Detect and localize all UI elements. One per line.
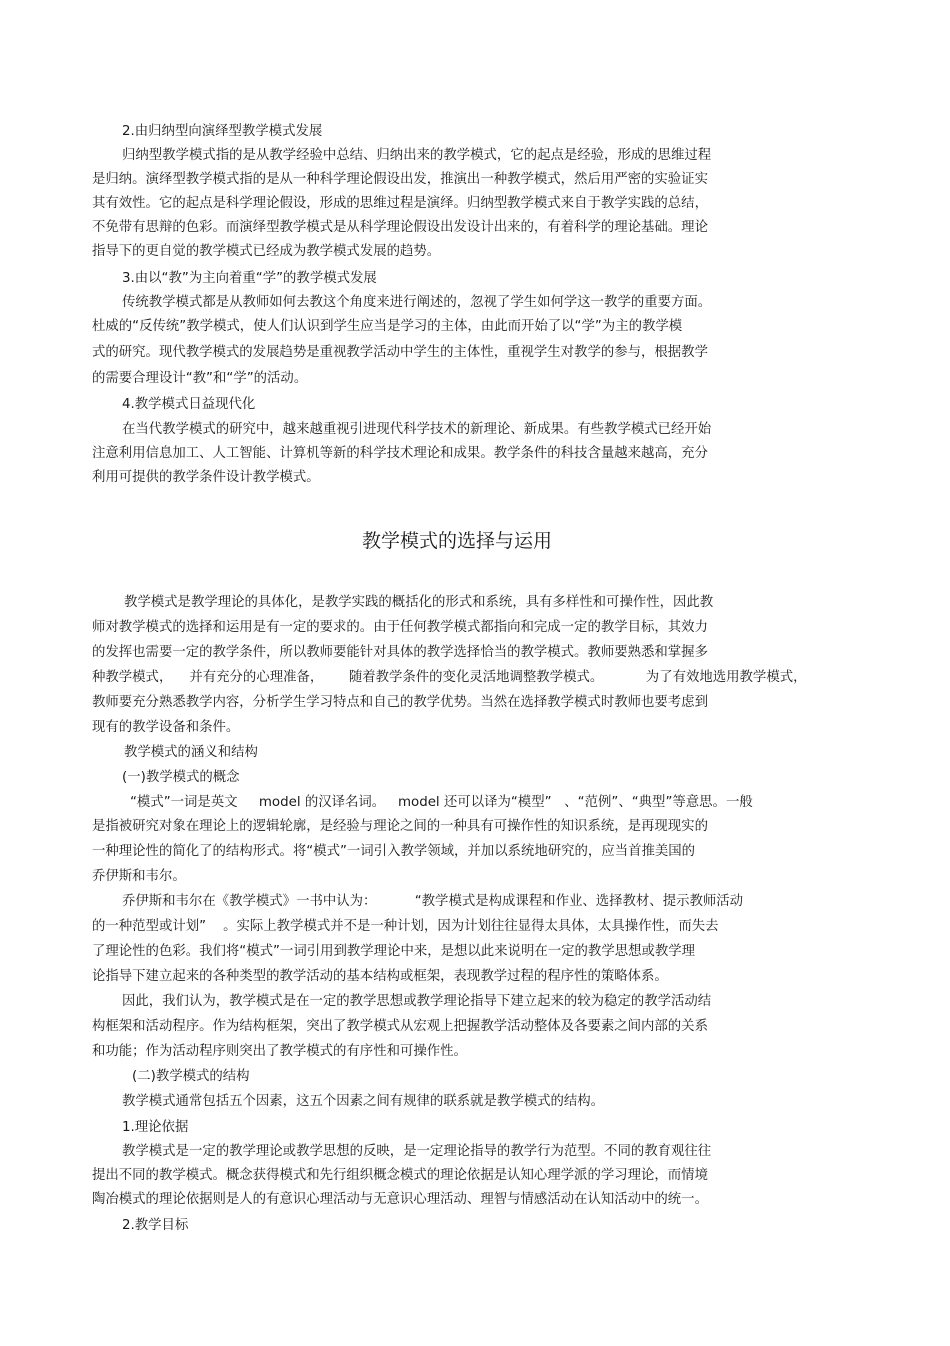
paragraph-line: 式的研究。现代教学模式的发展趋势是重视教学活动中学生的主体性，重视学生对教学的参与，根据教学	[92, 345, 708, 360]
paragraph-line: 的一种范型或计划” 。实际上教学模式并不是一种计划，因为计划往往显得太具体，太具操作性，而失去	[92, 919, 719, 934]
paragraph-line: 因此，我们认为，教学模式是在一定的教学思想或教学理论指导下建立起来的较为稳定的教学活动结	[122, 994, 712, 1009]
paragraph-line: 论指导下建立起来的各种类型的教学活动的基本结构或框架，表现教学过程的程序性的策略体系。	[92, 969, 668, 984]
paragraph-line: 传统教学模式都是从教师如何去教这个角度来进行阐述的，忽视了学生如何学这一教学的重要方面。	[122, 295, 712, 310]
paragraph-line: 现有的教学设备和条件。	[92, 720, 240, 735]
paragraph-line: 不免带有思辩的色彩。而演绎型教学模式是从科学理论假设出发设计出来的，有着科学的理论基础。理论	[92, 220, 708, 235]
paragraph-line: 提出不同的教学模式。概念获得模式和先行组织概念模式的理论依据是认知心理学派的学习理论，而情境	[92, 1168, 708, 1183]
subheading-meaning-structure: 教学模式的涵义和结构	[124, 745, 258, 760]
paragraph-line: 构框架和活动程序。作为结构框架，突出了教学模式从宏观上把握教学活动整体及各要素之间内部的关系	[92, 1019, 708, 1034]
paragraph-line: 注意利用信息加工、人工智能、计算机等新的科学技术理论和成果。教学条件的科技含量越来越高，充分	[92, 446, 708, 461]
heading-structure: (二)教学模式的结构	[132, 1069, 250, 1084]
heading-inductive-to-deductive: 2.由归纳型向演绎型教学模式发展	[122, 124, 323, 139]
paragraph-line: 教学模式通常包括五个因素，这五个因素之间有规律的联系就是教学模式的结构。	[122, 1094, 605, 1109]
section-title: 教学模式的选择与运用	[362, 530, 553, 552]
paragraph-line: 指导下的更自觉的教学模式已经成为教学模式发展的趋势。	[92, 244, 441, 259]
paragraph-line: 的发挥也需要一定的教学条件，所以教师要能针对具体的教学选择恰当的教学模式。教师要熟悉和掌握多	[92, 645, 708, 660]
heading-teaching-goal: 2.教学目标	[122, 1218, 189, 1233]
paragraph-line: 归纳型教学模式指的是从教学经验中总结、归纳出来的教学模式，它的起点是经验，形成的思维过程	[122, 148, 712, 163]
paragraph-line: “模式”一词是英文 model 的汉译名词。 model 还可以译为“模型” 、“范例”、“典型”等意思。一般	[130, 795, 753, 810]
paragraph-line: 的需要合理设计“教”和“学”的活动。	[92, 371, 308, 386]
heading-modernization: 4.教学模式日益现代化	[122, 397, 256, 412]
heading-teaching-to-learning: 3.由以“教”为主向着重“学”的教学模式发展	[122, 271, 377, 286]
paragraph-line: 师对教学模式的选择和运用是有一定的要求的。由于任何教学模式都指向和完成一定的教学目标，其效力	[92, 620, 708, 635]
paragraph-line: 其有效性。它的起点是科学理论假设，形成的思维过程是演绎。归纳型教学模式来自于教学实践的总结，	[92, 196, 708, 211]
paragraph-line: 教师要充分熟悉教学内容，分析学生学习特点和自己的教学优势。当然在选择教学模式时教师也要考虑到	[92, 695, 708, 710]
paragraph-line: 在当代教学模式的研究中，越来越重视引进现代科学技术的新理论、新成果。有些教学模式已经开始	[122, 422, 712, 437]
paragraph-line: 陶冶模式的理论依据则是人的有意识心理活动与无意识心理活动、理智与情感活动在认知活动中的统一。	[92, 1192, 708, 1207]
paragraph-line: 是指被研究对象在理论上的逻辑轮廓，是经验与理论之间的一种具有可操作性的知识系统，是再现现实的	[92, 819, 708, 834]
heading-theory-basis: 1.理论依据	[122, 1120, 189, 1135]
heading-concept: (一)教学模式的概念	[122, 770, 240, 785]
paragraph-line: 教学模式是一定的教学理论或教学思想的反映，是一定理论指导的教学行为范型。不同的教育观往往	[122, 1144, 712, 1159]
paragraph-line: 和功能；作为活动程序则突出了教学模式的有序性和可操作性。	[92, 1044, 467, 1059]
paragraph-line: 教学模式是教学理论的具体化，是教学实践的概括化的形式和系统，具有多样性和可操作性，因此教	[124, 595, 714, 610]
paragraph-line: 一种理论性的简化了的结构形式。将“模式”一词引入教学领域，并加以系统地研究的，应当首推美国的	[92, 844, 696, 859]
paragraph-line: 种教学模式， 并有充分的心理准备， 随着教学条件的变化灵活地调整教学模式。 为了有效地选用教学模式，	[92, 670, 807, 685]
paragraph-line: 乔伊斯和韦尔。	[92, 869, 186, 884]
paragraph-line: 了理论性的色彩。我们将“模式”一词引用到教学理论中来，是想以此来说明在一定的教学思想或教学理	[92, 944, 696, 959]
paragraph-line: 是归纳。演绎型教学模式指的是从一种科学理论假设出发，推演出一种教学模式，然后用严密的实验证实	[92, 172, 708, 187]
paragraph-line: 利用可提供的教学条件设计教学模式。	[92, 470, 320, 485]
paragraph-line: 乔伊斯和韦尔在《教学模式》一书中认为： “教学模式是构成课程和作业、选择教材、提示教师活动	[122, 894, 744, 909]
paragraph-line: 杜威的“反传统”教学模式，使人们认识到学生应当是学习的主体，由此而开始了以“学”为主的教学模	[92, 319, 683, 334]
